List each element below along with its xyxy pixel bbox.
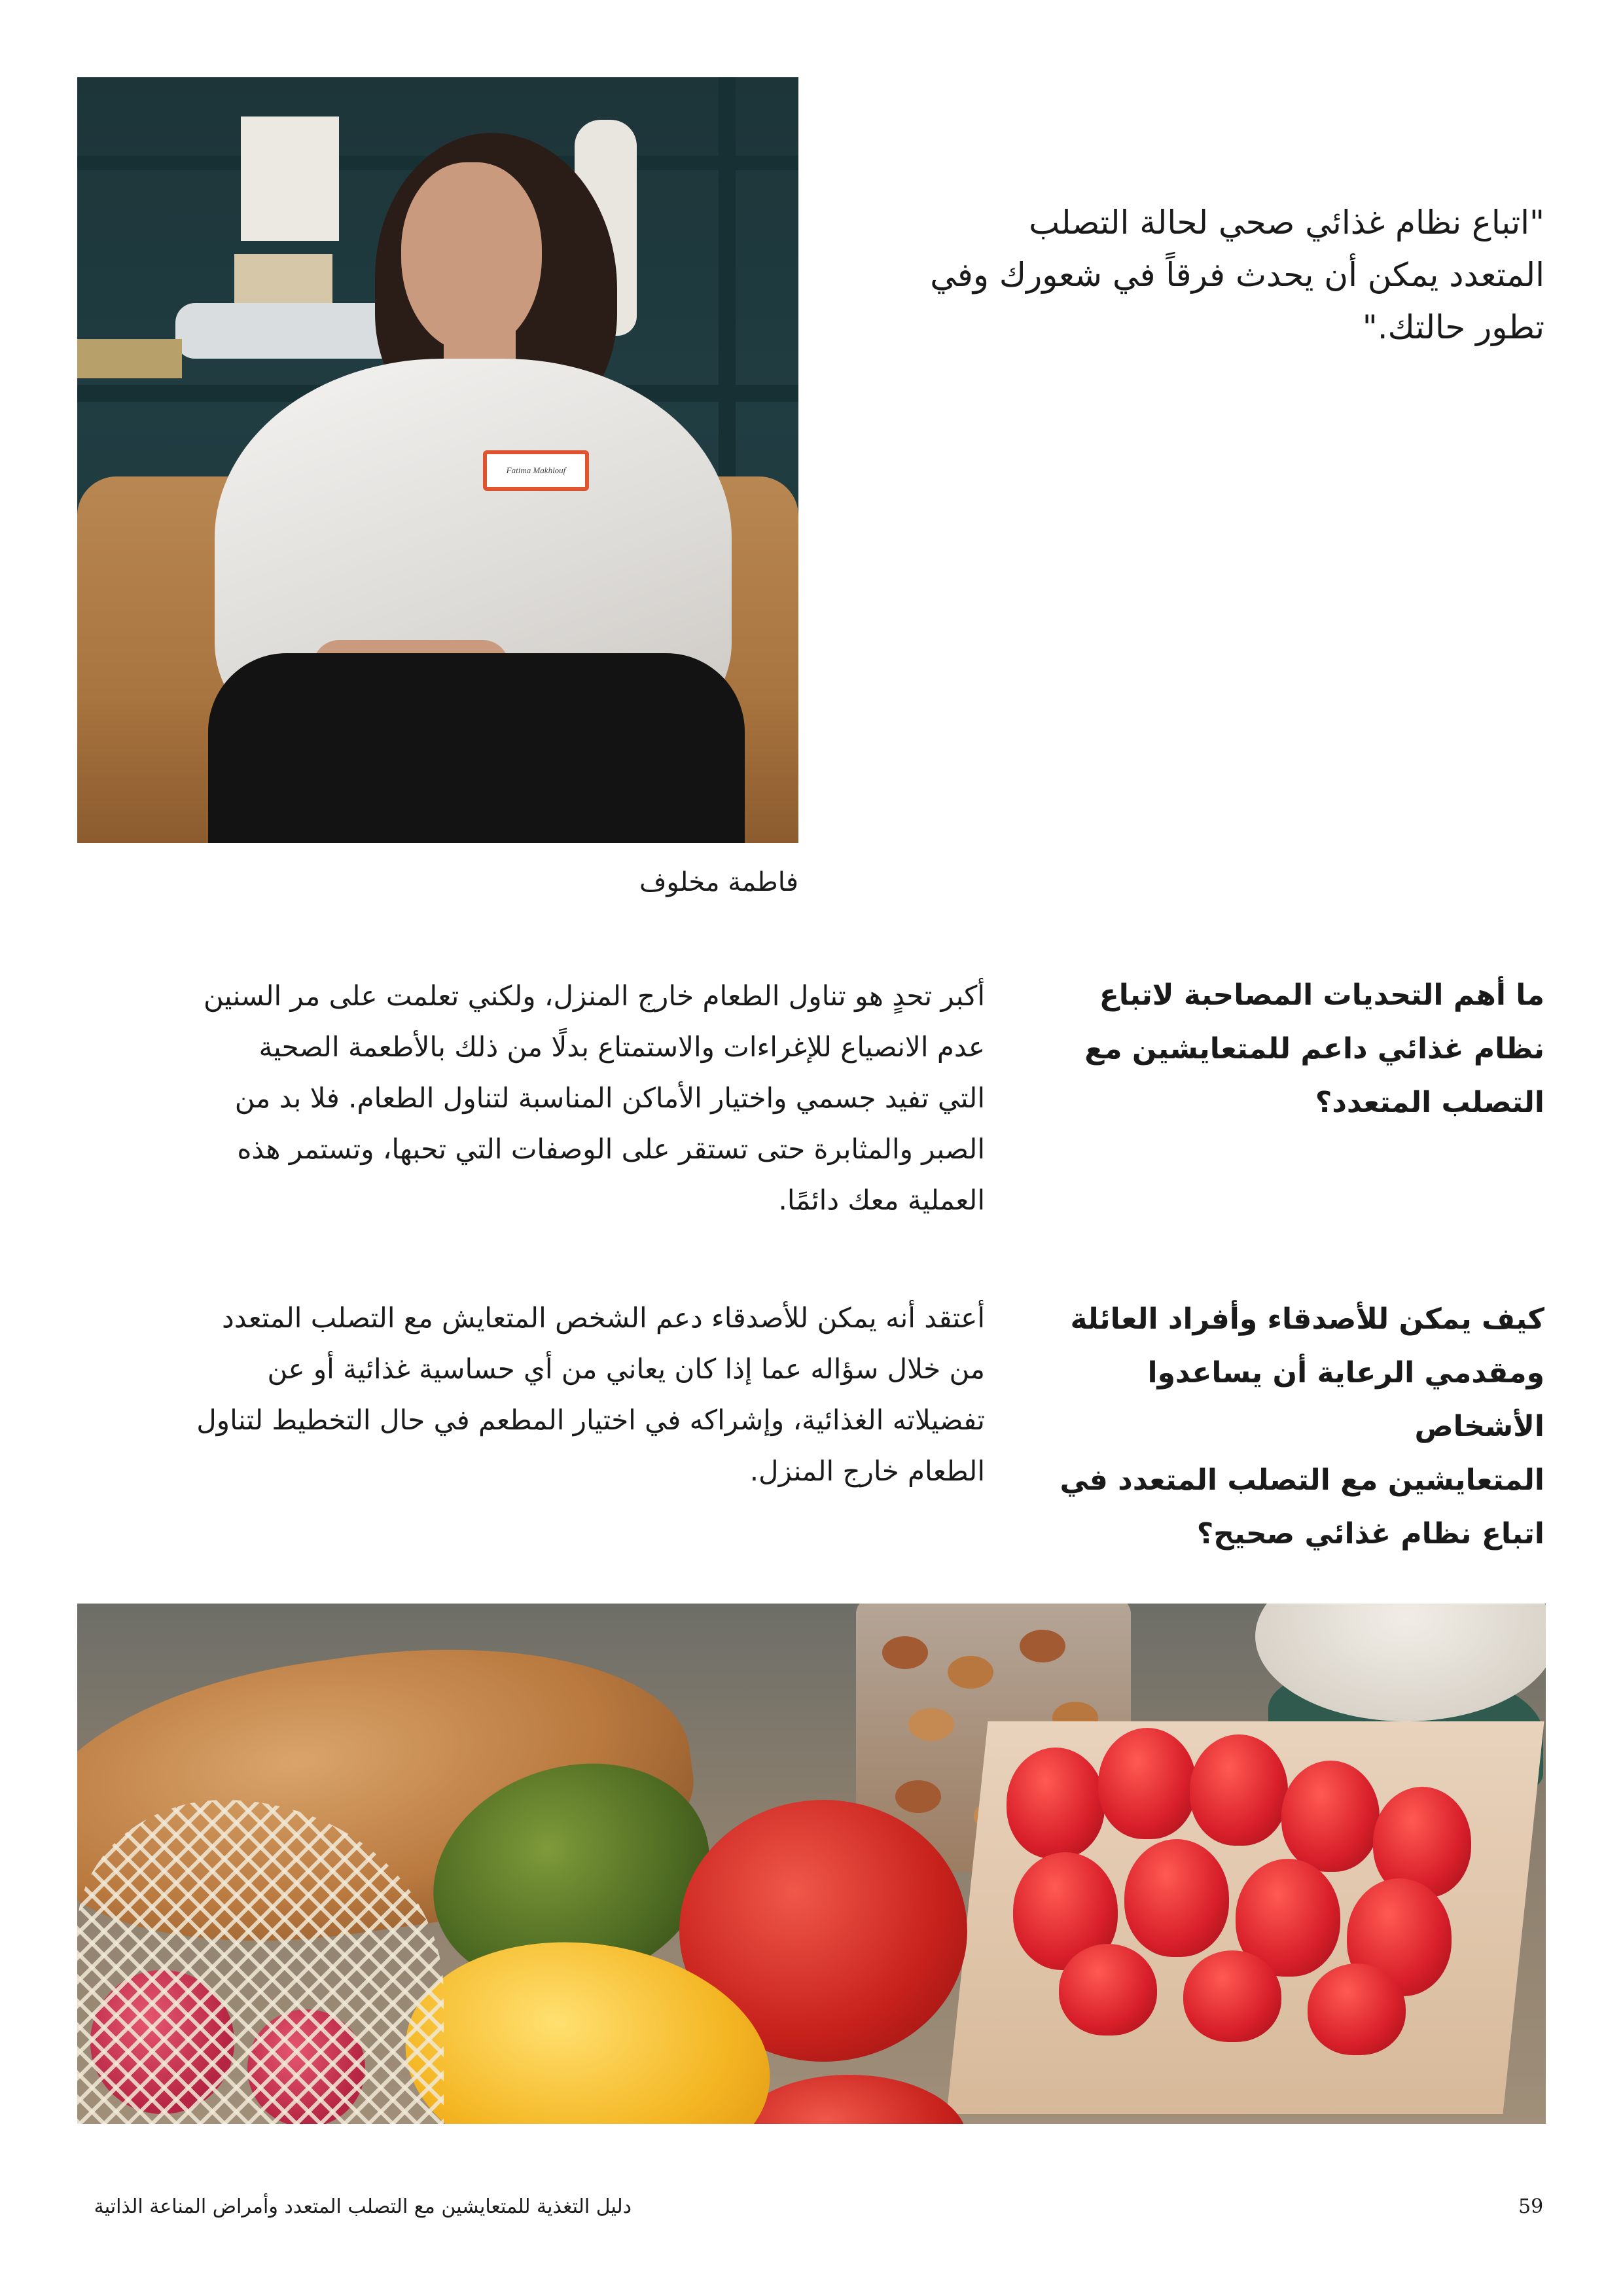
answer-line: من خلال سؤاله عما إذا كان يعاني من أي حساسية غذائية أو عن [267,1353,985,1385]
strawberry [1124,1839,1229,1957]
question-line: كيف يمكن للأصدقاء وأفراد العائلة [1070,1302,1544,1336]
footer-title: دليل التغذية للمتعايشين مع التصلب المتعدد وأمراض المناعة الذاتية [94,2195,632,2218]
strawberry [1190,1734,1288,1846]
strawberry [1183,1950,1281,2042]
answer-line: التي تفيد جسمي واختيار الأماكن المناسبة لتناول الطعام. فلا بد من [234,1082,985,1114]
question-line: ومقدمي الرعاية أن يساعدوا الأشخاص [1147,1356,1544,1443]
answer-line: أكبر تحدٍ هو تناول الطعام خارج المنزل، ولكني تعلمت على مر السنين [203,980,985,1012]
face [401,162,542,352]
quote-line: المتعدد يمكن أن يحدث فرقاً في شعورك وفي [930,256,1544,294]
food-photo [77,1604,1546,2124]
answer-1 [72,971,985,1226]
pull-quote [857,196,1544,353]
nut [908,1708,954,1741]
question-line: التصلب المتعدد؟ [1315,1086,1544,1119]
question-line: ما أهم التحديات المصاحبة لاتباع [1099,978,1544,1012]
answer-line: العملية معك دائمًا. [778,1184,985,1216]
page-number: 59 [1518,2195,1544,2218]
name-badge-text: Fatima Makhlouf [506,465,566,475]
answer-line: الصبر والمثابرة حتى تستقر على الوصفات التي تحبها، وتستمر هذه [237,1133,985,1165]
strawberry [1059,1944,1157,2036]
portrait-photo [77,77,798,843]
question-line: المتعايشين مع التصلب المتعدد في [1060,1463,1544,1497]
black-trousers [208,653,745,843]
answer-line: عدم الانصياع للإغراءات والاستمتاع بدلًا من ذلك بالأطعمة الصحية [259,1031,985,1063]
nut [895,1780,941,1813]
quote-line: تطور حالتك." [1362,308,1544,346]
question-2 [1021,1293,1544,1561]
answer-line: تفضيلاته الغذائية، وإشراكه في اختيار المطعم في حال التخطيط لتناول [196,1404,985,1436]
question-1 [1021,969,1544,1130]
nut [1020,1630,1065,1662]
answer-line: الطعام خارج المنزل. [749,1455,985,1487]
strawberry [1281,1761,1380,1872]
question-line: نظام غذائي داعم للمتعايشين مع [1084,1032,1544,1066]
strawberry [1098,1728,1196,1839]
question-line: اتباع نظام غذائي صحيح؟ [1196,1517,1544,1551]
nut [948,1656,993,1689]
quote-line: "اتباع نظام غذائي صحي لحالة التصلب [1029,204,1544,242]
name-badge [483,450,589,491]
answer-2 [72,1293,985,1497]
answer-line: أعتقد أنه يمكن للأصدقاء دعم الشخص المتعايش مع التصلب المتعدد [222,1302,985,1334]
paper-note [241,117,339,241]
books [77,339,182,378]
strawberry [1308,1964,1406,2055]
nut [882,1636,928,1669]
strawberry [1007,1748,1105,1859]
photo-caption: فاطمة مخلوف [639,867,798,897]
